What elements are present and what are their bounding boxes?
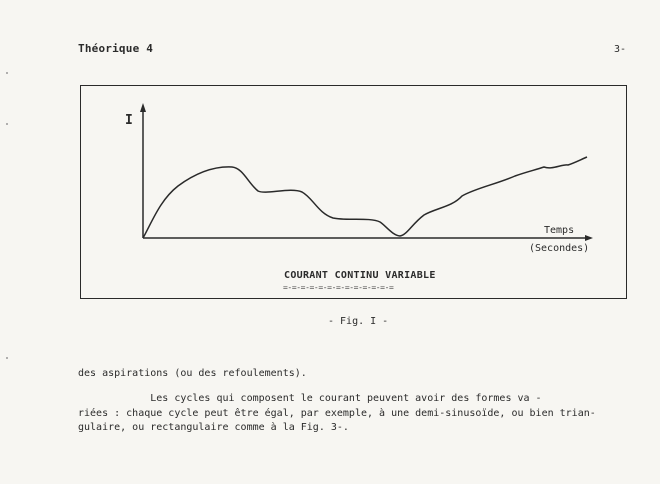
- page-header-title: Théorique 4: [78, 42, 154, 55]
- y-axis-label: I: [125, 113, 133, 128]
- page-number: 3-: [614, 44, 627, 55]
- x-axis-arrow: [585, 235, 593, 241]
- margin-mark: [6, 123, 8, 125]
- y-axis-arrow: [140, 103, 146, 112]
- body-paragraph-2-line-2: riées : chaque cycle peut être égal, par exemple, à une demi-sinusoïde, ou bien trian-: [78, 408, 596, 419]
- x-axis-unit: (Secondes): [529, 243, 590, 254]
- x-axis-label: Temps: [544, 225, 575, 236]
- body-paragraph-2-line-3: gulaire, ou rectangulaire comme à la Fig. 3-.: [78, 422, 349, 433]
- body-paragraph-2-line-1: Les cycles qui composent le courant peuvent avoir des formes va -: [78, 393, 542, 404]
- figure-caption: - Fig. I -: [328, 316, 389, 327]
- margin-mark: [6, 72, 8, 74]
- body-paragraph-1: des aspirations (ou des refoulements).: [78, 368, 307, 379]
- figure-title-underline: =-=-=-=-=-=-=-=-=-=-=-=-=: [283, 283, 394, 292]
- current-curve: [143, 157, 587, 238]
- margin-mark: [6, 357, 8, 359]
- figure-title: COURANT CONTINU VARIABLE: [284, 270, 436, 281]
